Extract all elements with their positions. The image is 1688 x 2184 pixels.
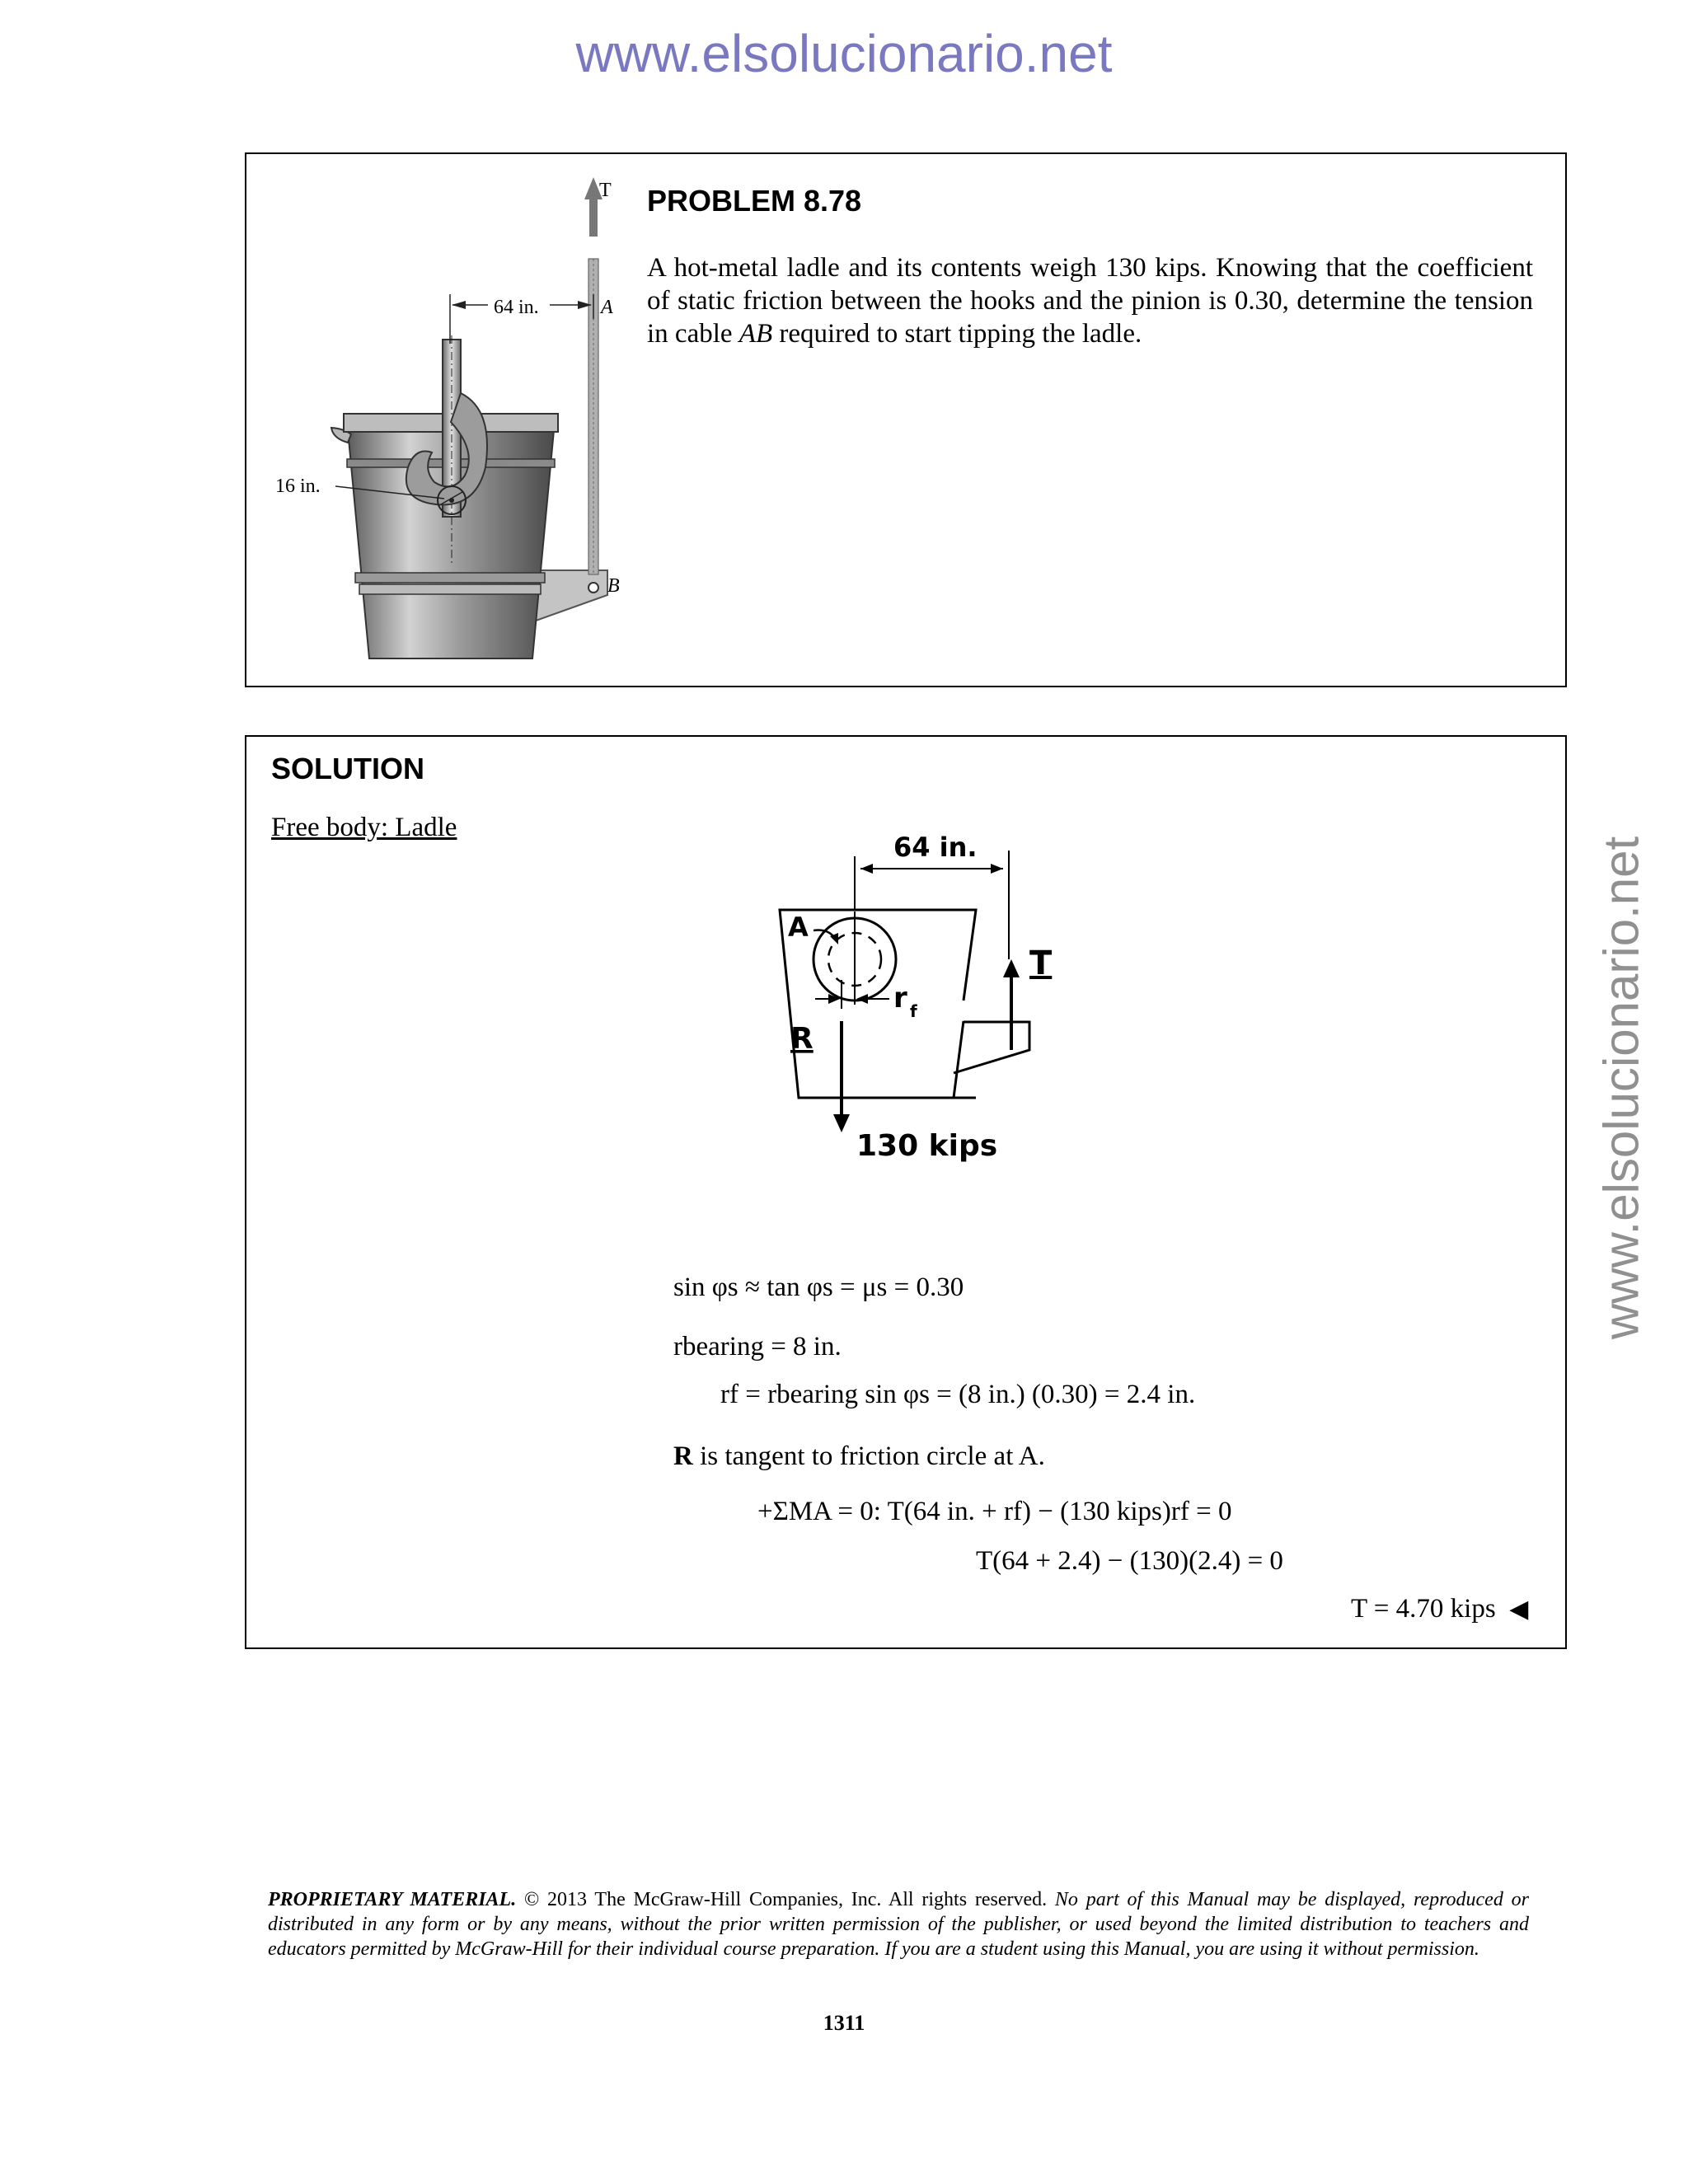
free-body-label: Free body: Ladle [271,813,457,842]
watermark-side [1576,824,1667,1352]
sketch-dim-label: 64 in. [893,836,978,863]
sketch-label-A: A [788,912,809,943]
problem-box [245,152,1567,687]
eq-moment: +ΣMA = 0: T(64 in. + rf) − (130 kips)rf = 0 [757,1497,1232,1526]
label-64-in: 64 in. [494,297,539,318]
point-B [588,583,598,593]
sketch-bracket [954,1022,1029,1073]
watermark-side-text: www.elsolucionario.net [1593,836,1649,1340]
answer: T = 4.70 kips ◀ [1351,1594,1529,1624]
label-A: A [601,297,613,318]
sketch-label-R: R [790,1022,814,1056]
eq-r-f: rf = rbearing sin φs = (8 in.) (0.30) = 2.4 in. [720,1380,1196,1409]
lower-band-2 [359,584,541,594]
lower-band-1 [355,573,545,583]
label-T: T [599,180,612,201]
ladle-figure [246,154,659,682]
page-number: 1311 [823,2011,865,2035]
eq-r-bearing: rbearing = 8 in. [673,1332,842,1361]
sketch-load-label: 130 kips [856,1129,998,1163]
sketch-label-T: T [1029,944,1053,982]
sketch-label-rf-sub: f [910,1001,917,1021]
problem-statement: A hot-metal ladle and its contents weigh 130 kips. Knowing that the coefficient of static friction between the hooks and the pinion is 0.30, determine the tension in cable AB required to start tipping the ladle. [647,253,1533,349]
eq-numeric: T(64 + 2.4) − (130)(2.4) = 0 [976,1546,1283,1576]
solution-box [245,735,1567,1649]
footer-copyright: PROPRIETARY MATERIAL. © 2013 The McGraw-Hill Companies, Inc. All rights reserved. No part of this Manual may be displayed, reproduced or distributed in any form or by any means, without the prior written permission of the publisher, or used beyond the limited distribution to teachers and educators permitted by McGraw-Hill for their individual course preparation. If you are a student using this Manual, you are using it without permission. [268,1889,1529,1960]
problem-heading: PROBLEM 8.78 [647,184,862,218]
solution-heading: SOLUTION [271,752,424,785]
free-body-sketch [733,836,1310,1190]
answer-marker-icon: ◀ [1509,1596,1529,1623]
tangent-statement: R is tangent to friction circle at A. [673,1441,1045,1471]
sketch-ladle [780,910,976,1098]
sketch-label-rf: r [893,982,907,1015]
label-16-in: 16 in. [275,476,321,497]
eq-friction-angle: sin φs ≈ tan φs = μs = 0.30 [673,1272,964,1302]
label-B: B [607,575,620,597]
watermark-top: www.elsolucionario.net [575,24,1113,83]
